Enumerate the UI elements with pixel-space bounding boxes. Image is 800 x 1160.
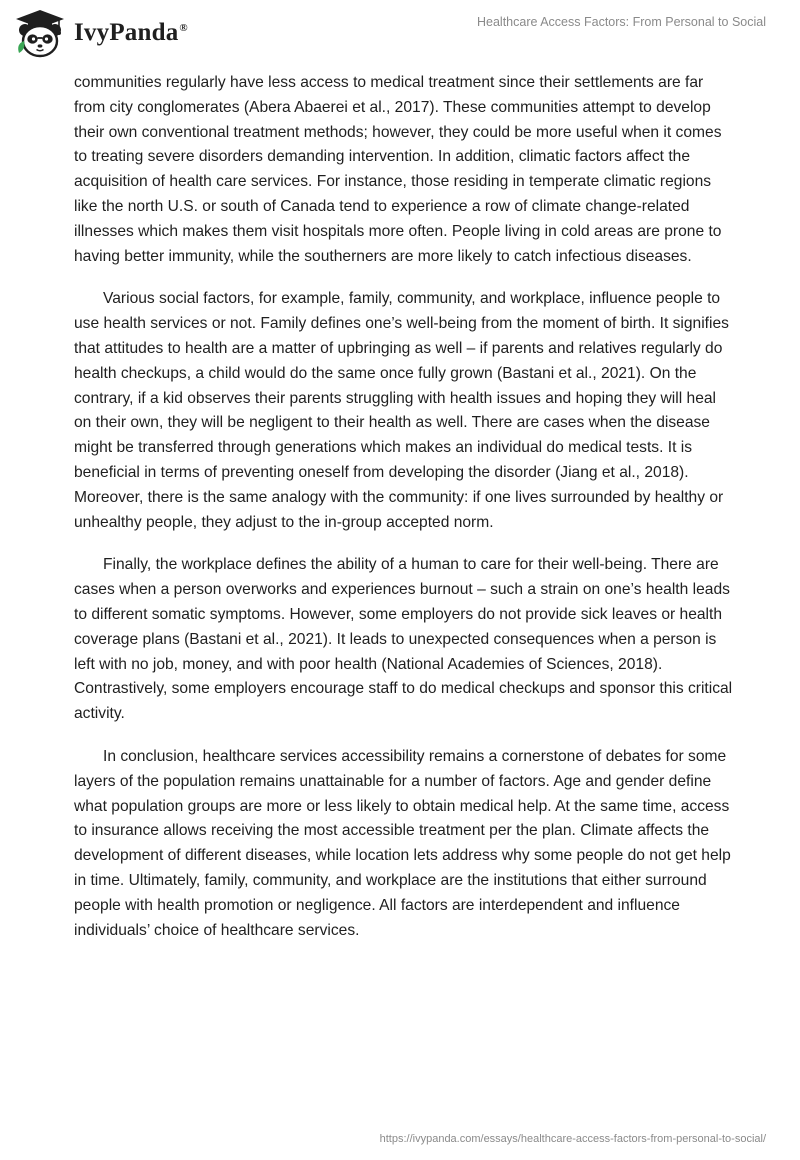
source-url-link[interactable]: https://ivypanda.com/essays/healthcare-access-factors-from-personal-to-social/ xyxy=(379,1133,766,1145)
registered-mark: ® xyxy=(179,21,188,34)
document-title: Healthcare Access Factors: From Personal to Social xyxy=(476,15,766,29)
ivypanda-logo[interactable] xyxy=(14,8,188,58)
paragraph-climate: communities regularly have less access to medical treatment since their settlements are far from city conglomerates (Abera Abaerei et al., 2017). These communities attempt to develop their own conventional treatment methods; however, they could be more useful when it comes to treating severe disorders demanding intervention. In addition, climatic factors affect the acquisition of health care services. For instance, those residing in temperate climatic regions like the north U.S. or south of Canada tend to experience a row of climate change-related illnesses which makes them visit hospitals more often. People living in cold areas are prone to having better immunity, while the southerners are more likely to catch infectious diseases. xyxy=(74,74,722,265)
paragraph-conclusion: In conclusion, healthcare services accessibility remains a cornerstone of debates for some layers of the population remains unattainable for a number of factors. Age and gender define what population groups are more or less likely to obtain medical help. At the same time, access to insurance allows receiving the most accessible treatment per the plan. Climate affects the development of different diseases, while location lets address why some people do not get help in time. Ultimately, family, community, and workplace are the institutions that either surround people with health promotion or negligence. All factors are interdependent and influence individuals’ choice of healthcare services. xyxy=(74,747,731,939)
panda-graduate-icon xyxy=(14,8,66,58)
paragraph-workplace: Finally, the workplace defines the ability of a human to care for their well-being. There are cases when a person overworks and experiences burnout – such a strain on one’s health leads to different somatic symptoms. However, some employers do not provide sick leaves or health coverage plans (Bastani et al., 2021). It leads to unexpected consequences when a person is left with no job, money, and with poor health (National Academies of Sciences, 2018). Contrastively, some employers encourage staff to do medical checkups and sponsor this critical activity. xyxy=(74,556,733,723)
page-header xyxy=(0,0,800,70)
logo-wordmark xyxy=(74,19,188,47)
essay-body xyxy=(74,71,734,961)
paragraph-social-factors: Various social factors, for example, family, community, and workplace, influence people to use health services or not. Family defines one’s well-being from the moment of birth. It signifies that attitudes to health are a matter of upbringing as well – if parents and relatives regularly do health checkups, a child would do the same once fully grown (Bastani et al., 2021). On the contrary, if a kid observes their parents struggling with health issues and hoping they will heal on their own, they will be negligent to their health as well. There are cases when the disease might be transferred through generations which makes an individual do medical tests. It is beneficial in terms of preventing oneself from developing the disorder (Jiang et al., 2018). Moreover, there is the same analogy with the community: if one lives surrounded by healthy or unhealthy people, they adjust to the in-group accepted norm. xyxy=(74,290,729,531)
logo-name: IvyPanda xyxy=(74,19,179,46)
